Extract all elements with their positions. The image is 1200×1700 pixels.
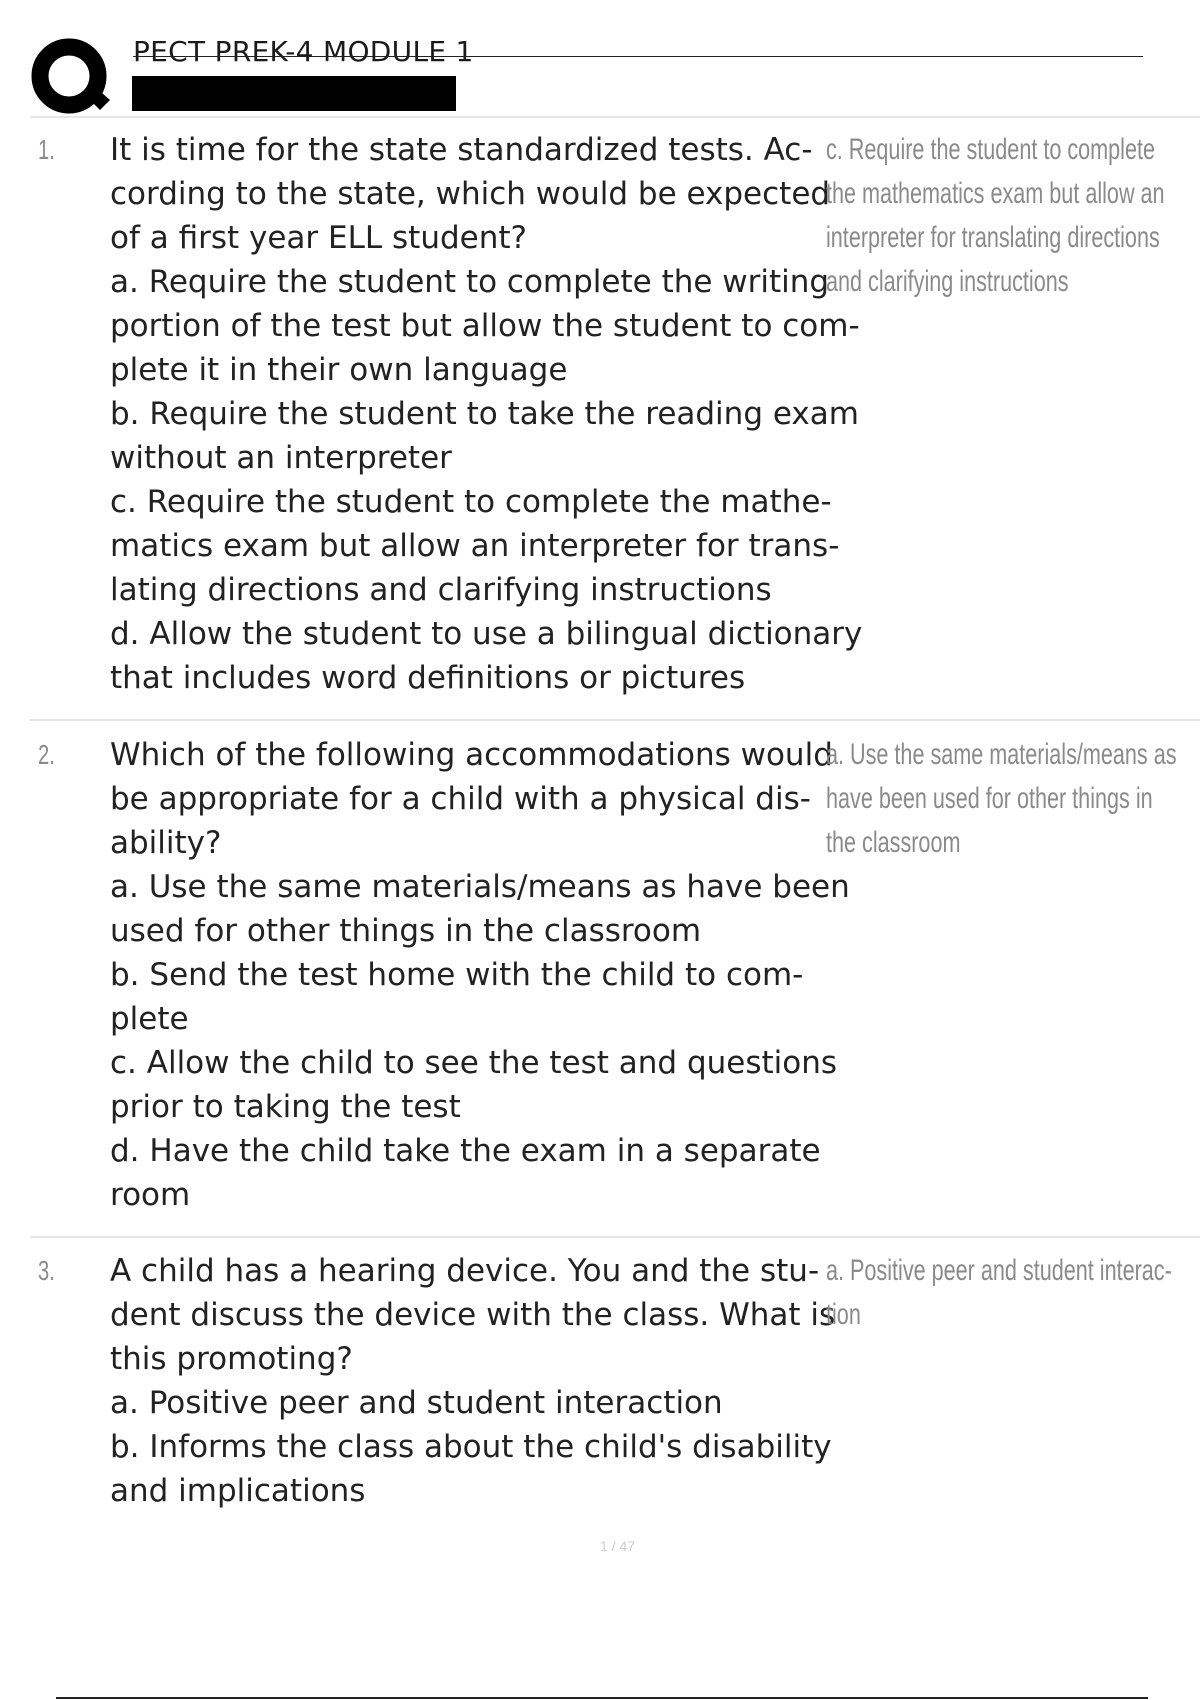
question-divider bbox=[30, 719, 1200, 721]
option-line: b. Informs the class about the child's disability bbox=[110, 1429, 832, 1465]
question-number: 1. bbox=[38, 134, 55, 165]
option-line: matics exam but allow an interpreter for trans- bbox=[110, 528, 840, 564]
answer-line: the classroom bbox=[826, 826, 961, 859]
page-number: 1 / 47 bbox=[600, 1538, 636, 1554]
option-line: a. Use the same materials/means as have been bbox=[110, 869, 850, 905]
question-line: this promoting? bbox=[110, 1341, 353, 1377]
logo-icon bbox=[30, 36, 112, 118]
option-line: plete bbox=[110, 1001, 189, 1037]
option-line: portion of the test but allow the student to com- bbox=[110, 308, 860, 344]
option-line: plete it in their own language bbox=[110, 352, 568, 388]
answer-line: tion bbox=[826, 1298, 861, 1331]
option-line: c. Require the student to complete the mathe- bbox=[110, 484, 832, 520]
option-line: and implications bbox=[110, 1473, 366, 1509]
option-line: room bbox=[110, 1177, 191, 1213]
answer-text bbox=[826, 128, 1200, 304]
question-line: ability? bbox=[110, 825, 222, 861]
question-item bbox=[0, 128, 1200, 708]
question-item bbox=[0, 1249, 1200, 1529]
question-divider bbox=[30, 1236, 1200, 1238]
answer-line: have been used for other things in bbox=[826, 782, 1153, 815]
document-title: PECT PREK-4 MODULE 1 bbox=[133, 35, 474, 68]
redaction-bar bbox=[132, 76, 456, 111]
answer-line: c. Require the student to complete bbox=[826, 133, 1155, 166]
option-line: prior to taking the test bbox=[110, 1089, 461, 1125]
option-line: a. Require the student to complete the writing bbox=[110, 264, 830, 300]
option-line: b. Require the student to take the reading exam bbox=[110, 396, 859, 432]
option-line: that includes word definitions or pictures bbox=[110, 660, 746, 696]
question-line: A child has a hearing device. You and the stu- bbox=[110, 1253, 820, 1289]
question-line: Which of the following accommodations would bbox=[110, 737, 833, 773]
answer-line: the mathematics exam but allow an bbox=[826, 177, 1165, 210]
answer-text bbox=[826, 733, 1200, 865]
question-text bbox=[110, 733, 850, 1217]
answer-line: interpreter for translating directions bbox=[826, 221, 1160, 254]
answer-line: a. Use the same materials/means as bbox=[826, 738, 1177, 771]
answer-line: and clarifying instructions bbox=[826, 265, 1069, 298]
answer-text bbox=[826, 1249, 1200, 1337]
question-line: be appropriate for a child with a physical dis- bbox=[110, 781, 811, 817]
option-line: d. Have the child take the exam in a separate bbox=[110, 1133, 821, 1169]
question-line: dent discuss the device with the class. What is bbox=[110, 1297, 836, 1333]
option-line: used for other things in the classroom bbox=[110, 913, 702, 949]
footer-rule bbox=[56, 1697, 1148, 1699]
answer-line: a. Positive peer and student interac- bbox=[826, 1254, 1172, 1287]
page-header bbox=[0, 0, 1200, 120]
question-text bbox=[110, 1249, 836, 1513]
title-strikethrough-rule bbox=[133, 56, 1143, 57]
header-divider bbox=[30, 116, 1200, 118]
option-line: c. Allow the child to see the test and questions bbox=[110, 1045, 838, 1081]
option-line: without an interpreter bbox=[110, 440, 452, 476]
question-line: It is time for the state standardized tests. Ac- bbox=[110, 132, 813, 168]
option-line: a. Positive peer and student interaction bbox=[110, 1385, 723, 1421]
question-line: of a first year ELL student? bbox=[110, 220, 527, 256]
option-line: d. Allow the student to use a bilingual dictionary bbox=[110, 616, 863, 652]
question-text bbox=[110, 128, 863, 700]
question-number: 3. bbox=[38, 1255, 55, 1286]
option-line: b. Send the test home with the child to com- bbox=[110, 957, 804, 993]
option-line: lating directions and clarifying instructions bbox=[110, 572, 772, 608]
question-number: 2. bbox=[38, 739, 55, 770]
question-line: cording to the state, which would be expected bbox=[110, 176, 831, 212]
question-item bbox=[0, 733, 1200, 1223]
